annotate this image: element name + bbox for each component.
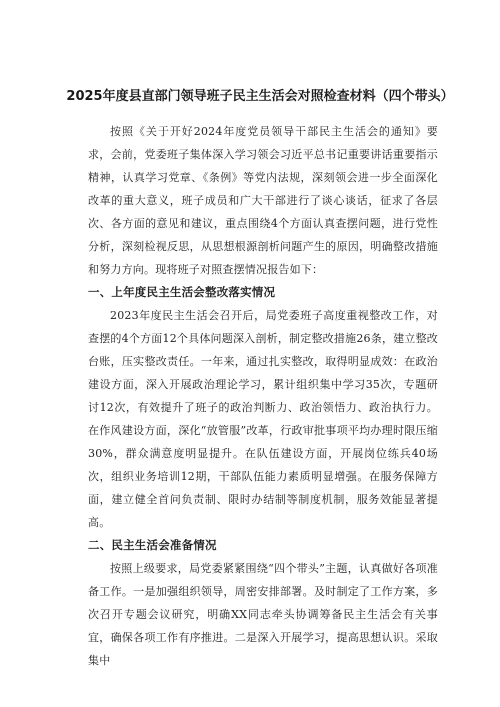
section-heading-rectification: 一、上年度民主生活会整改落实情况 [88, 285, 276, 299]
document-title: 2025年度县直部门领导班子民主生活会对照检查材料（四个带头） [66, 89, 454, 104]
rectification-paragraph: 2023年度民主生活会召开后，局党委班子高度重视整改工作，对查摆的4个方面12个具体问题深入剖析，制定整改措施26条，建立整改台账，压实整改责任。一年来，通过扎实整改，取得明显成效：在政治建设方面，深入开展政治理论学习，累计组织集中学习35次，专题研讨12次，有效提升了班子的政治判断力、政治领悟力、政治执行力。在作风建设方面，深化“放管服”改革，行政审批事项平均办理时限压缩30%，群众满意度明显提升。在队伍建设方面，开展岗位练兵40场次，组织业务培训12期，干部队伍能力素质明显增强。在服务保障方面，建立健全首问负责制、限时办结制等制度机制，服务效能显著提高。 [88, 309, 438, 529]
section-heading-preparation: 二、民主生活会准备情况 [88, 538, 217, 552]
document-body [88, 120, 438, 672]
intro-paragraph: 按照《关于开好2024年度党员领导干部民主生活会的通知》要求，会前，党委班子集体深入学习领会习近平总书记重要讲话重要指示精神，认真学习党章、《条例》等党内法规，深刻领会进一步全面深化改革的重大意义，班子成员和广大干部进行了谈心谈话，征求了各层次、各方面的意见和建议，重点围绕4个方面认真查摆问题，进行党性分析，深刻检视反思，从思想根源剖析问题产生的原因，明确整改措施和努力方向。现将班子对照查摆情况报告如下： [88, 125, 438, 276]
preparation-paragraph: 按照上级要求，局党委紧紧围绕“四个带头”主题，认真做好各项准备工作。一是加强组织领导，周密安排部署。及时制定了工作方案，多次召开专题会议研究，明确XX同志牵头协调筹备民主生活会有关事宜，确保各项工作有序推进。二是深入开展学习，提高思想认识。采取集中 [88, 562, 438, 667]
